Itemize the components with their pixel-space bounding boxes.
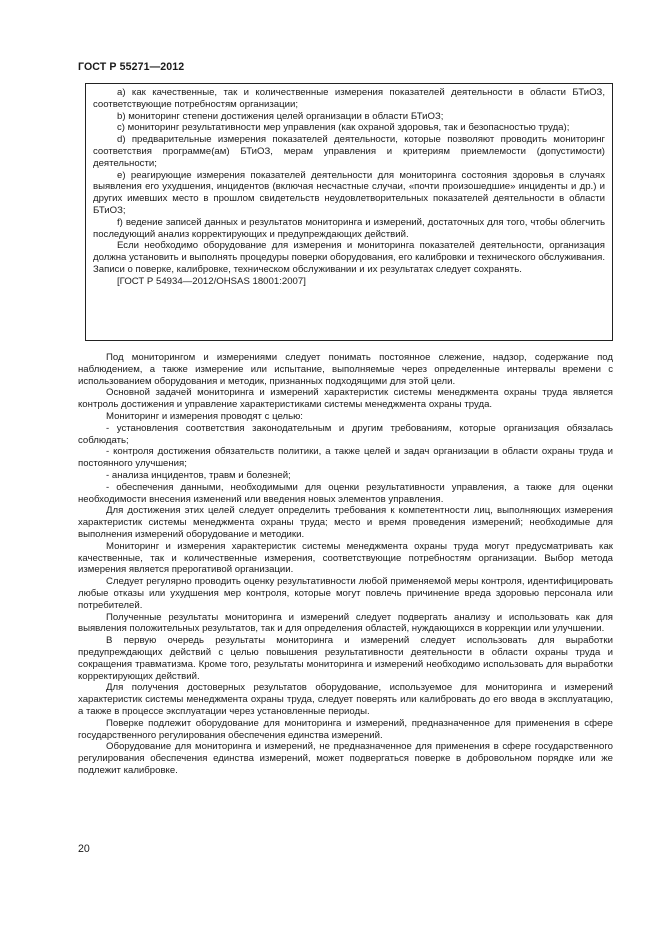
- body-paragraph: Полученные результаты мониторинга и измерений следует подвергать анализу и использовать как для выявления положительных результатов, так и для определения областей, нуждающихся в коррекции или улучшении.: [78, 611, 613, 635]
- body-paragraph: Поверке подлежит оборудование для мониторинга и измерений, предназначенное для применения в сфере государственного регулирования обеспечения единства измерений.: [78, 717, 613, 741]
- body-paragraph: Для достижения этих целей следует определить требования к компетентности лиц, выполняющих измерения характеристик системы менеджмента охраны труда; место и время проведения измерений; необходимые для выполнения измерений оборудование и методики.: [78, 505, 613, 540]
- body-paragraph: В первую очередь результаты мониторинга и измерений следует использовать для выработки предупреждающих действий с целью повышения результативности деятельности в области охраны труда и сокращения травматизма. Кроме того, результаты мониторинга и измерений необходимо использовать для выработки корректирующих действий.: [78, 635, 613, 682]
- body-text: [78, 352, 613, 777]
- document-header: ГОСТ Р 55271—2012: [78, 61, 185, 73]
- quote-paragraph-f: f) ведение записей данных и результатов мониторинга и измерений, достаточных для того, чтобы облегчить последующий анализ корректирующих и предупреждающих действий.: [93, 216, 605, 240]
- page-number: 20: [78, 843, 90, 855]
- quoted-standard-box: [85, 83, 613, 341]
- body-paragraph: Для получения достоверных результатов оборудование, используемое для мониторинга и измерений характеристик системы менеджмента охраны труда, следует поверять или калибровать до его ввода в эксплуатацию, а также в процессе эксплуатации через установленные периоды.: [78, 682, 613, 717]
- quote-paragraph-equipment: Если необходимо оборудование для измерения и мониторинга показателей деятельности, организация должна установить и выполнять процедуры поверки оборудования, его калибровки и технического обслуживания. Записи о поверке, калибровке, техническом обслуживании и их результатах следует сохранять.: [93, 240, 605, 275]
- body-paragraph: Мониторинг и измерения проводят с целью:: [106, 410, 303, 422]
- quote-paragraph-e: е) реагирующие измерения показателей деятельности для мониторинга состояния здоровья в случаях выявления его ухудшения, инцидентов (включая несчастные случаи, «почти произошедшие» инциденты и др.) и других имевших место в прошлом свидетельств неудовлетворительных показателей деятельности в области БТиОЗ;: [93, 169, 605, 216]
- quote-citation: [ГОСТ Р 54934—2012/OHSAS 18001:2007]: [117, 275, 306, 287]
- quote-paragraph-d: d) предварительные измерения показателей деятельности, которые позволяют проводить мониторинг соответствия программе(ам) БТиОЗ, мерам управления и критериям приемлемости (допустимости) деятельности;: [93, 134, 605, 169]
- body-paragraph: Под мониторингом и измерениями следует понимать постоянное слежение, надзор, содержание под наблюдением, а также измерение или испытание, выполняемые через определенные интервалы времени с использованием оборудования и методик, признанных подходящими для этой цели.: [78, 352, 613, 387]
- body-paragraph: Оборудование для мониторинга и измерений, не предназначенное для применения в сфере государственного регулирования обеспечения единства измерений, может подвергаться поверке в добровольном порядке или же подлежит калибровке.: [78, 741, 613, 776]
- body-paragraph: Следует регулярно проводить оценку результативности любой применяемой меры контроля, идентифицировать любые отказы или ухудшения мер контроля, которые могут повлечь причинение вреда здоровью персонала или потребителей.: [78, 576, 613, 611]
- quote-paragraph-b: b) мониторинг степени достижения целей организации в области БТиОЗ;: [117, 110, 444, 122]
- body-list-item: - установления соответствия законодательным и другим требованиям, которые организация обязалась соблюдать;: [78, 422, 613, 446]
- body-list-item: - контроля достижения обязательств политики, а также целей и задач организации в области охраны труда и постоянного улучшения;: [78, 446, 613, 470]
- body-paragraph: Основной задачей мониторинга и измерений характеристик системы менеджмента охраны труда является контроль достижения и управление характеристиками системы менеджмента охраны труда.: [78, 387, 613, 411]
- quote-paragraph-a: а) как качественные, так и количественные измерения показателей деятельности в области БТиОЗ, соответствующие потребностям организации;: [93, 87, 605, 110]
- quote-paragraph-c: с) мониторинг результативности мер управления (как охраной здоровья, так и безопасностью труда);: [117, 122, 570, 134]
- body-paragraph: Мониторинг и измерения характеристик системы менеджмента охраны труда могут предусматривать как качественные, так и количественные измерения, соответствующие потребностям организации. Выбор метода измерения является прерогативой организации.: [78, 540, 613, 576]
- body-list-item: - анализа инцидентов, травм и болезней;: [106, 469, 291, 481]
- body-list-item: - обеспечения данными, необходимыми для оценки результативности управления, а также для оценки необходимости внесения изменений или введения новых элементов управления.: [78, 481, 613, 505]
